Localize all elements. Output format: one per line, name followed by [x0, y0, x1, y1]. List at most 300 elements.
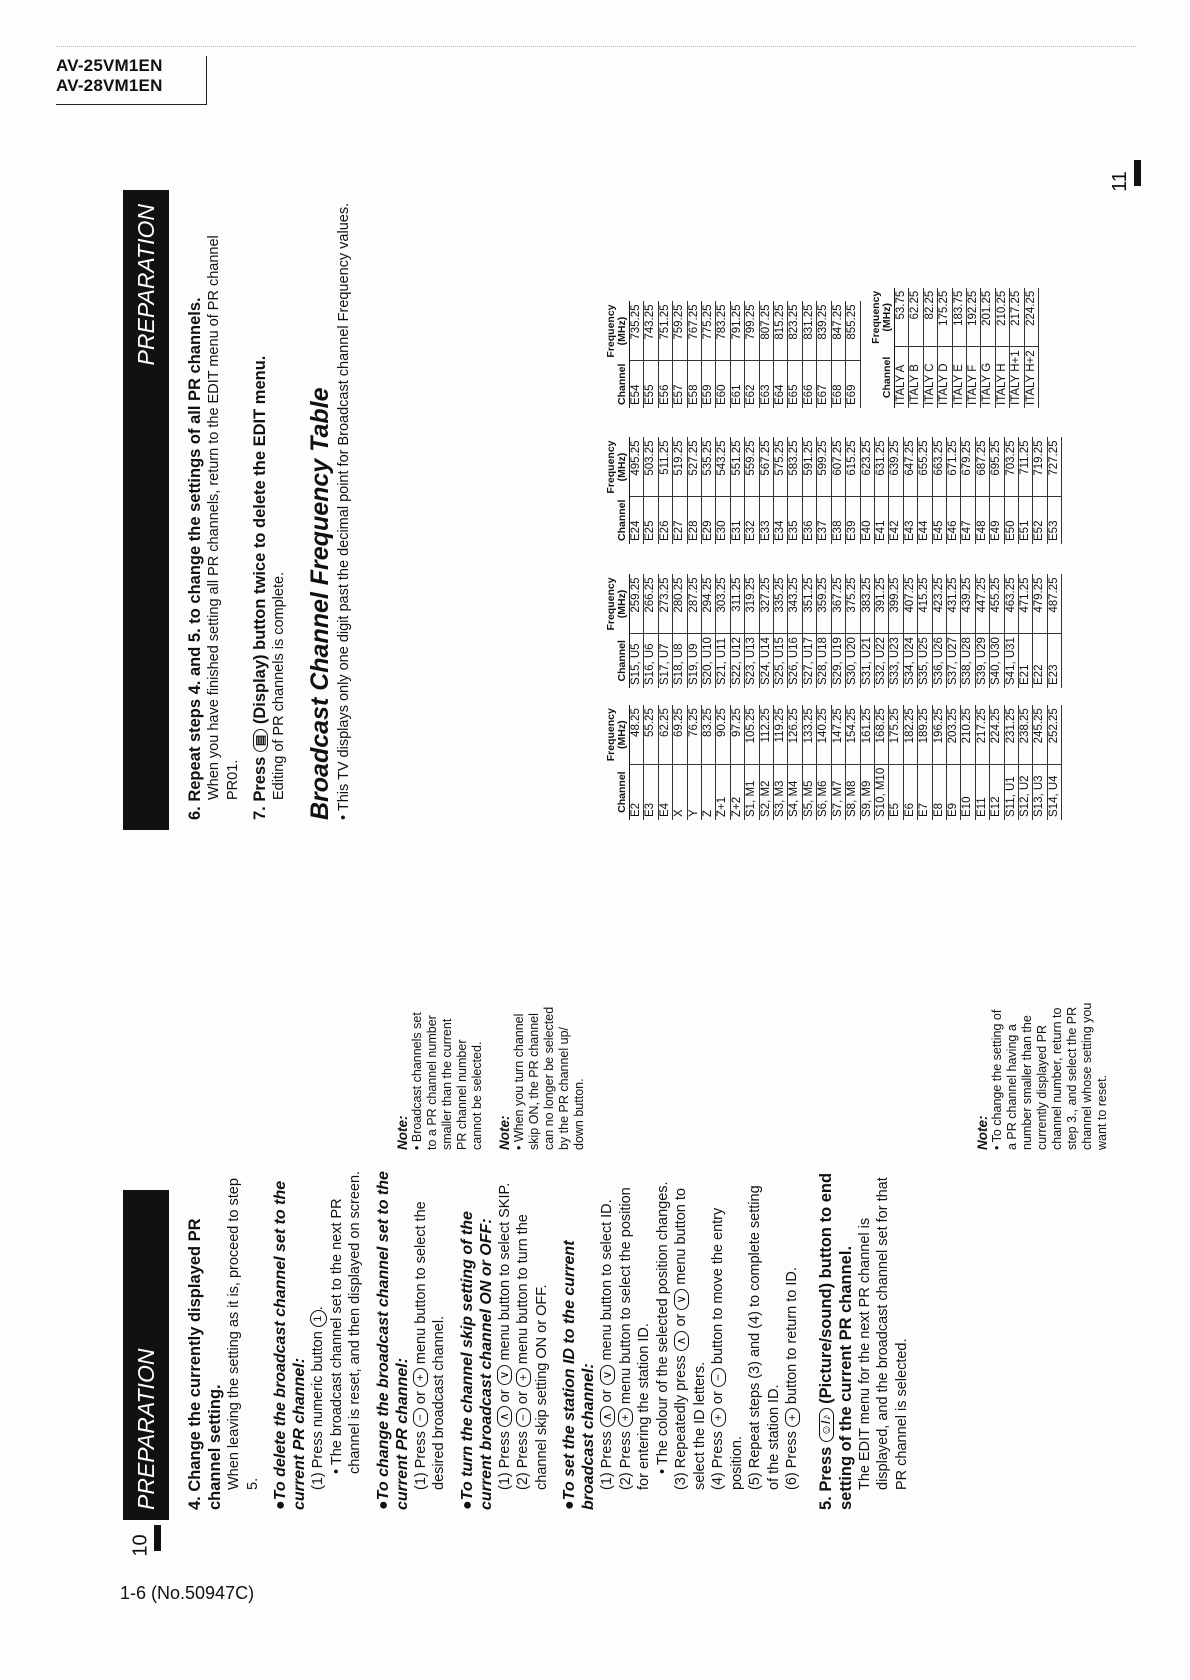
frequency-cell: 55.25	[644, 705, 658, 764]
channel-cell: S11, U1	[1004, 764, 1018, 820]
channel-cell: E65	[788, 361, 802, 408]
table-row	[730, 705, 744, 820]
frequency-cell: 105.25	[745, 705, 759, 764]
frequency-cell: 815.25	[774, 301, 788, 360]
table-row	[995, 288, 1009, 408]
table-row	[1047, 437, 1061, 544]
preparation-banner-left: PREPARATION	[123, 1190, 169, 1520]
channel-cell: S18, U8	[673, 634, 687, 688]
frequency-cell: 112.25	[759, 705, 773, 764]
frequency-table-note: • This TV displays only one digit past the decimal point for Broadcast channel Frequency values.	[336, 202, 352, 820]
channel-cell: E42	[889, 497, 903, 544]
channel-cell: E53	[1047, 497, 1061, 544]
id-step-4: (4) Press + or − button to move the entry position.	[710, 1207, 745, 1490]
table-row	[658, 705, 672, 820]
table-row	[961, 437, 975, 544]
table-row	[923, 288, 937, 408]
up-button-icon: ∧	[600, 1406, 615, 1427]
frequency-cell: 203.25	[946, 705, 960, 764]
frequency-cell: 407.25	[903, 574, 917, 633]
left-main-column	[185, 1170, 911, 1510]
preparation-banner-right: PREPARATION	[123, 190, 169, 830]
frequency-cell: 591.25	[802, 437, 816, 496]
channel-cell: E54	[630, 361, 644, 408]
minus-button-icon: −	[413, 1408, 428, 1427]
table-row	[990, 437, 1004, 544]
frequency-cell: 823.25	[788, 301, 802, 360]
table-row	[981, 288, 995, 408]
down-button-icon: ∨	[600, 1365, 615, 1386]
table-row	[716, 301, 730, 408]
frequency-cell: 359.25	[817, 574, 831, 633]
table-row	[990, 705, 1004, 820]
frequency-cell: 671.25	[946, 437, 960, 496]
channel-cell: S1, M1	[745, 764, 759, 820]
frequency-cell: 575.25	[774, 437, 788, 496]
frequency-cell: 847.25	[831, 301, 845, 360]
picture-sound-button-icon: ☺/♪	[819, 1409, 834, 1443]
table-row	[918, 705, 932, 820]
frequency-cell: 97.25	[730, 705, 744, 764]
table-row	[1033, 574, 1047, 688]
table-row	[860, 705, 874, 820]
table-row	[730, 301, 744, 408]
table-row	[889, 705, 903, 820]
table-row	[846, 301, 860, 408]
table-row	[745, 301, 759, 408]
frequency-cell: 783.25	[716, 301, 730, 360]
channel-cell: E21	[1018, 634, 1032, 688]
frequency-cell: 831.25	[802, 301, 816, 360]
page-marker-left	[154, 1525, 161, 1551]
table-row	[702, 705, 716, 820]
table-row	[967, 288, 981, 408]
table-row	[630, 437, 644, 544]
page-marker-right	[1134, 160, 1141, 186]
channel-cell: E3	[644, 764, 658, 820]
channel-cell: E44	[918, 497, 932, 544]
channel-cell: E29	[702, 497, 716, 544]
table-row	[846, 437, 860, 544]
step-6-text: When you have finished setting all PR channels, return to the EDIT menu of PR channel PR01.	[206, 235, 241, 800]
channel-cell: S38, U28	[961, 634, 975, 688]
channel-cell: E11	[975, 764, 989, 820]
table-row	[860, 437, 874, 544]
channel-cell: Z	[702, 764, 716, 820]
channel-cell: E8	[932, 764, 946, 820]
channel-header: Channel	[605, 764, 630, 820]
channel-cell: S17, U7	[658, 634, 672, 688]
frequency-cell: 727.25	[1047, 437, 1061, 496]
frequency-cell: 567.25	[759, 437, 773, 496]
frequency-cell: 192.25	[967, 288, 981, 347]
channel-cell: ITALY A	[895, 347, 909, 408]
frequency-cell: 415.25	[918, 574, 932, 633]
frequency-cell: 759.25	[673, 301, 687, 360]
table-row	[860, 574, 874, 688]
table-row	[946, 574, 960, 688]
table-row	[658, 437, 672, 544]
table-row	[846, 574, 860, 688]
id-step-3: (3) Repeatedly press ∧ or ∨ menu button to select the ID letters.	[673, 1188, 708, 1490]
frequency-cell: 133.25	[802, 705, 816, 764]
channel-cell: E61	[730, 361, 744, 408]
frequency-cell: 252.25	[1047, 705, 1061, 764]
frequency-cell: 53.75	[895, 288, 909, 347]
table-row	[961, 705, 975, 820]
table-row	[889, 437, 903, 544]
table-row	[918, 437, 932, 544]
frequency-cell: 287.25	[687, 574, 701, 633]
frequency-header: Frequency (MHz)	[605, 301, 630, 360]
table-row	[702, 574, 716, 688]
freq-table-5	[870, 288, 1039, 408]
frequency-cell: 210.25	[995, 288, 1009, 347]
frequency-cell: 69.25	[673, 705, 687, 764]
channel-cell: E27	[673, 497, 687, 544]
frequency-cell: 743.25	[644, 301, 658, 360]
frequency-header: Frequency (MHz)	[605, 437, 630, 496]
channel-cell: E69	[846, 361, 860, 408]
frequency-cell: 503.25	[644, 437, 658, 496]
table-row	[975, 705, 989, 820]
channel-header: Channel	[605, 634, 630, 688]
channel-cell: ITALY H	[995, 347, 1009, 408]
channel-cell: S32, U22	[874, 634, 888, 688]
table-row	[932, 437, 946, 544]
table-row	[802, 301, 816, 408]
table-row	[702, 437, 716, 544]
channel-cell: E60	[716, 361, 730, 408]
table-row	[903, 705, 917, 820]
channel-cell: E12	[990, 764, 1004, 820]
channel-cell: ITALY E	[952, 347, 966, 408]
table-row	[774, 437, 788, 544]
table-row	[759, 705, 773, 820]
frequency-cell: 679.25	[961, 437, 975, 496]
table-row	[903, 437, 917, 544]
note-3-heading: Note:	[975, 1115, 990, 1150]
channel-cell: S29, U19	[831, 634, 845, 688]
frequency-cell: 487.25	[1047, 574, 1061, 633]
channel-cell: S33, U23	[889, 634, 903, 688]
frequency-header: Frequency (MHz)	[605, 705, 630, 764]
frequency-cell: 535.25	[702, 437, 716, 496]
plus-button-icon: +	[785, 1408, 800, 1427]
frequency-cell: 519.25	[673, 437, 687, 496]
frequency-cell: 855.25	[846, 301, 860, 360]
channel-cell: E25	[644, 497, 658, 544]
table-row	[975, 437, 989, 544]
minus-button-icon: −	[516, 1408, 531, 1427]
frequency-cell: 303.25	[716, 574, 730, 633]
frequency-cell: 439.25	[961, 574, 975, 633]
frequency-cell: 351.25	[802, 574, 816, 633]
frequency-cell: 311.25	[730, 574, 744, 633]
table-row	[658, 301, 672, 408]
table-row	[702, 301, 716, 408]
channel-cell: E46	[946, 497, 960, 544]
table-row	[1018, 705, 1032, 820]
channel-cell: E47	[961, 497, 975, 544]
frequency-cell: 471.25	[1018, 574, 1032, 633]
channel-cell: E43	[903, 497, 917, 544]
table-row	[673, 705, 687, 820]
skip-step-1: (1) Press ∧ or ∨ menu button to select SKIP.	[496, 1182, 513, 1490]
frequency-cell: 245.25	[1033, 705, 1047, 764]
table-row	[644, 574, 658, 688]
channel-cell: S5, M5	[802, 764, 816, 820]
channel-cell: S36, U26	[932, 634, 946, 688]
table-row	[932, 574, 946, 688]
step-4-title: 4. Change the currently displayed PR channel setting.	[186, 1218, 224, 1510]
table-row	[673, 301, 687, 408]
frequency-cell: 695.25	[990, 437, 1004, 496]
table-row	[1024, 288, 1038, 408]
channel-cell: E67	[817, 361, 831, 408]
channel-cell: E34	[774, 497, 788, 544]
delete-bullet: • The broadcast channel set to the next PR channel is reset, and then displayed on screen.	[328, 1170, 363, 1474]
channel-header: Channel	[870, 347, 895, 408]
frequency-cell: 83.25	[702, 705, 716, 764]
frequency-cell: 48.25	[630, 705, 644, 764]
plus-button-icon: +	[413, 1368, 428, 1387]
table-row	[1047, 574, 1061, 688]
page-number-left: 10	[129, 1534, 152, 1557]
channel-cell: S9, M9	[860, 764, 874, 820]
table-row	[630, 574, 644, 688]
table-row	[1033, 437, 1047, 544]
table-row	[946, 705, 960, 820]
channel-cell: ITALY D	[938, 347, 952, 408]
step-4-text: When leaving the setting as it is, proceed to step 5.	[226, 1178, 261, 1490]
table-row	[745, 705, 759, 820]
channel-cell: E7	[918, 764, 932, 820]
channel-cell: E30	[716, 497, 730, 544]
frequency-cell: 168.25	[874, 705, 888, 764]
frequency-cell: 147.25	[831, 705, 845, 764]
table-row	[1047, 705, 1061, 820]
freq-table-2	[605, 574, 1062, 688]
table-row	[831, 301, 845, 408]
channel-cell: E66	[802, 361, 816, 408]
table-row	[658, 574, 672, 688]
frequency-cell: 839.25	[817, 301, 831, 360]
frequency-cell: 543.25	[716, 437, 730, 496]
channel-cell: S25, U15	[774, 634, 788, 688]
table-row	[788, 705, 802, 820]
channel-cell: E23	[1047, 634, 1061, 688]
channel-cell: S12, U2	[1018, 764, 1032, 820]
table-row	[759, 574, 773, 688]
frequency-cell: 224.25	[1024, 288, 1038, 347]
channel-cell: S4, M4	[788, 764, 802, 820]
id-step-5: (5) Repeat steps (3) and (4) to complete setting of the station ID.	[747, 1185, 782, 1490]
channel-cell: ITALY H+2	[1024, 347, 1038, 408]
channel-cell: E4	[658, 764, 672, 820]
id-step-2-bullet: • The colour of the selected position changes.	[654, 1181, 671, 1474]
model-name-2: AV-28VM1EN	[56, 76, 163, 95]
channel-cell: ITALY B	[909, 347, 923, 408]
table-row	[874, 705, 888, 820]
channel-cell: S24, U14	[759, 634, 773, 688]
channel-cell: E9	[946, 764, 960, 820]
right-main-column	[185, 200, 354, 820]
id-step-2: (2) Press + menu button to select the position for entering the station ID.	[617, 1187, 652, 1490]
frequency-cell: 62.25	[658, 705, 672, 764]
frequency-cell: 217.25	[975, 705, 989, 764]
frequency-cell: 319.25	[745, 574, 759, 633]
frequency-cell: 767.25	[687, 301, 701, 360]
rotated-spread	[115, 190, 1145, 1520]
table-row	[990, 574, 1004, 688]
step-5-text: The EDIT menu for the next PR channel is displayed, and the broadcast channel set for that PR channel is selected.	[856, 1177, 910, 1490]
up-button-icon: ∧	[497, 1406, 512, 1427]
channel-cell: S8, M8	[846, 764, 860, 820]
frequency-cell: 161.25	[860, 705, 874, 764]
table-row	[774, 301, 788, 408]
channel-cell: Z+2	[730, 764, 744, 820]
frequency-cell: 479.25	[1033, 574, 1047, 633]
table-row	[817, 705, 831, 820]
table-row	[630, 705, 644, 820]
table-row	[817, 301, 831, 408]
table-row	[831, 574, 845, 688]
delete-step-1: (1) Press numeric button 1.	[310, 1306, 326, 1490]
table-row	[802, 437, 816, 544]
frequency-cell: 455.25	[990, 574, 1004, 633]
channel-cell: E50	[1004, 497, 1018, 544]
table-row	[630, 301, 644, 408]
frequency-cell: 799.25	[745, 301, 759, 360]
frequency-cell: 189.25	[918, 705, 932, 764]
channel-cell: E39	[846, 497, 860, 544]
table-row	[817, 437, 831, 544]
skip-step-2: (2) Press − or + menu button to turn the channel skip setting ON or OFF.	[515, 1214, 550, 1490]
freq-table-1	[605, 705, 1062, 820]
display-button-icon: ▤	[253, 729, 268, 752]
freq-table-3	[605, 437, 1062, 544]
notes-column-lower	[975, 1000, 1110, 1150]
frequency-cell: 294.25	[702, 574, 716, 633]
channel-cell: S16, U6	[644, 634, 658, 688]
table-row	[716, 574, 730, 688]
channel-cell: S3, M3	[774, 764, 788, 820]
channel-cell: E57	[673, 361, 687, 408]
id-step-6: (6) Press + button to return to ID.	[784, 1267, 800, 1490]
frequency-cell: 623.25	[860, 437, 874, 496]
frequency-cell: 82.25	[923, 288, 937, 347]
frequency-cell: 266.25	[644, 574, 658, 633]
frequency-header: Frequency (MHz)	[870, 288, 895, 347]
table-row	[1004, 437, 1018, 544]
down-button-icon: ∨	[497, 1365, 512, 1386]
channel-cell: E40	[860, 497, 874, 544]
table-row	[730, 437, 744, 544]
frequency-cell: 655.25	[918, 437, 932, 496]
frequency-cell: 551.25	[730, 437, 744, 496]
frequency-cell: 280.25	[673, 574, 687, 633]
channel-cell: S37, U27	[946, 634, 960, 688]
table-row	[730, 574, 744, 688]
table-row	[687, 705, 701, 820]
frequency-cell: 217.25	[1010, 288, 1024, 347]
up-button-icon: ∧	[674, 1331, 689, 1352]
numeric-1-button-icon: 1	[310, 1310, 327, 1327]
frequency-cell: 238.25	[1018, 705, 1032, 764]
table-row	[1004, 705, 1018, 820]
model-header	[56, 56, 207, 105]
frequency-cell: 343.25	[788, 574, 802, 633]
channel-cell: S15, U5	[630, 634, 644, 688]
table-row	[1010, 288, 1024, 408]
channel-cell: S19, U9	[687, 634, 701, 688]
channel-cell: S10, M10	[874, 764, 888, 820]
table-row	[644, 437, 658, 544]
skip-heading: ● To turn the channel skip setting of the current broadcast channel ON or OFF:	[458, 1170, 496, 1510]
table-row	[946, 437, 960, 544]
table-row	[1033, 705, 1047, 820]
frequency-cell: 210.25	[961, 705, 975, 764]
frequency-cell: 599.25	[817, 437, 831, 496]
frequency-cell: 140.25	[817, 705, 831, 764]
table-row	[716, 437, 730, 544]
change-heading: ● To change the broadcast channel set to the current PR channel:	[374, 1170, 412, 1510]
channel-header: Channel	[605, 497, 630, 544]
frequency-cell: 119.25	[774, 705, 788, 764]
frequency-cell: 335.25	[774, 574, 788, 633]
frequency-table-title: Broadcast Channel Frequency Table	[305, 387, 334, 820]
channel-cell: E26	[658, 497, 672, 544]
table-row	[687, 301, 701, 408]
table-row	[745, 574, 759, 688]
note-2-heading: Note:	[497, 1115, 512, 1150]
table-row	[716, 705, 730, 820]
frequency-cell: 383.25	[860, 574, 874, 633]
channel-cell: S21, U11	[716, 634, 730, 688]
table-row	[802, 574, 816, 688]
frequency-cell: 201.25	[981, 288, 995, 347]
table-row	[938, 288, 952, 408]
channel-cell: S34, U24	[903, 634, 917, 688]
table-row	[817, 574, 831, 688]
table-row	[788, 437, 802, 544]
plus-button-icon: +	[618, 1408, 633, 1427]
frequency-cell: 90.25	[716, 705, 730, 764]
table-row	[774, 574, 788, 688]
channel-cell: E68	[831, 361, 845, 408]
table-row	[644, 705, 658, 820]
channel-cell: E22	[1033, 634, 1047, 688]
frequency-header: Frequency (MHz)	[605, 574, 630, 633]
table-row	[831, 437, 845, 544]
frequency-cell: 687.25	[975, 437, 989, 496]
channel-cell: S2, M2	[759, 764, 773, 820]
freq-table-4	[605, 301, 861, 408]
frequency-cell: 183.75	[952, 288, 966, 347]
channel-cell: E58	[687, 361, 701, 408]
channel-cell: S35, U25	[918, 634, 932, 688]
page-11	[115, 190, 1145, 830]
note-2-text: • When you turn channel skip ON, the PR channel can no longer be selected by the PR channel up/ down button.	[512, 1006, 586, 1150]
frequency-cell: 559.25	[745, 437, 759, 496]
notes-column	[395, 1000, 587, 1150]
minus-button-icon: −	[711, 1368, 726, 1387]
frequency-cell: 719.25	[1033, 437, 1047, 496]
frequency-cell: 126.25	[788, 705, 802, 764]
frequency-cell: 391.25	[874, 574, 888, 633]
frequency-cell: 631.25	[874, 437, 888, 496]
